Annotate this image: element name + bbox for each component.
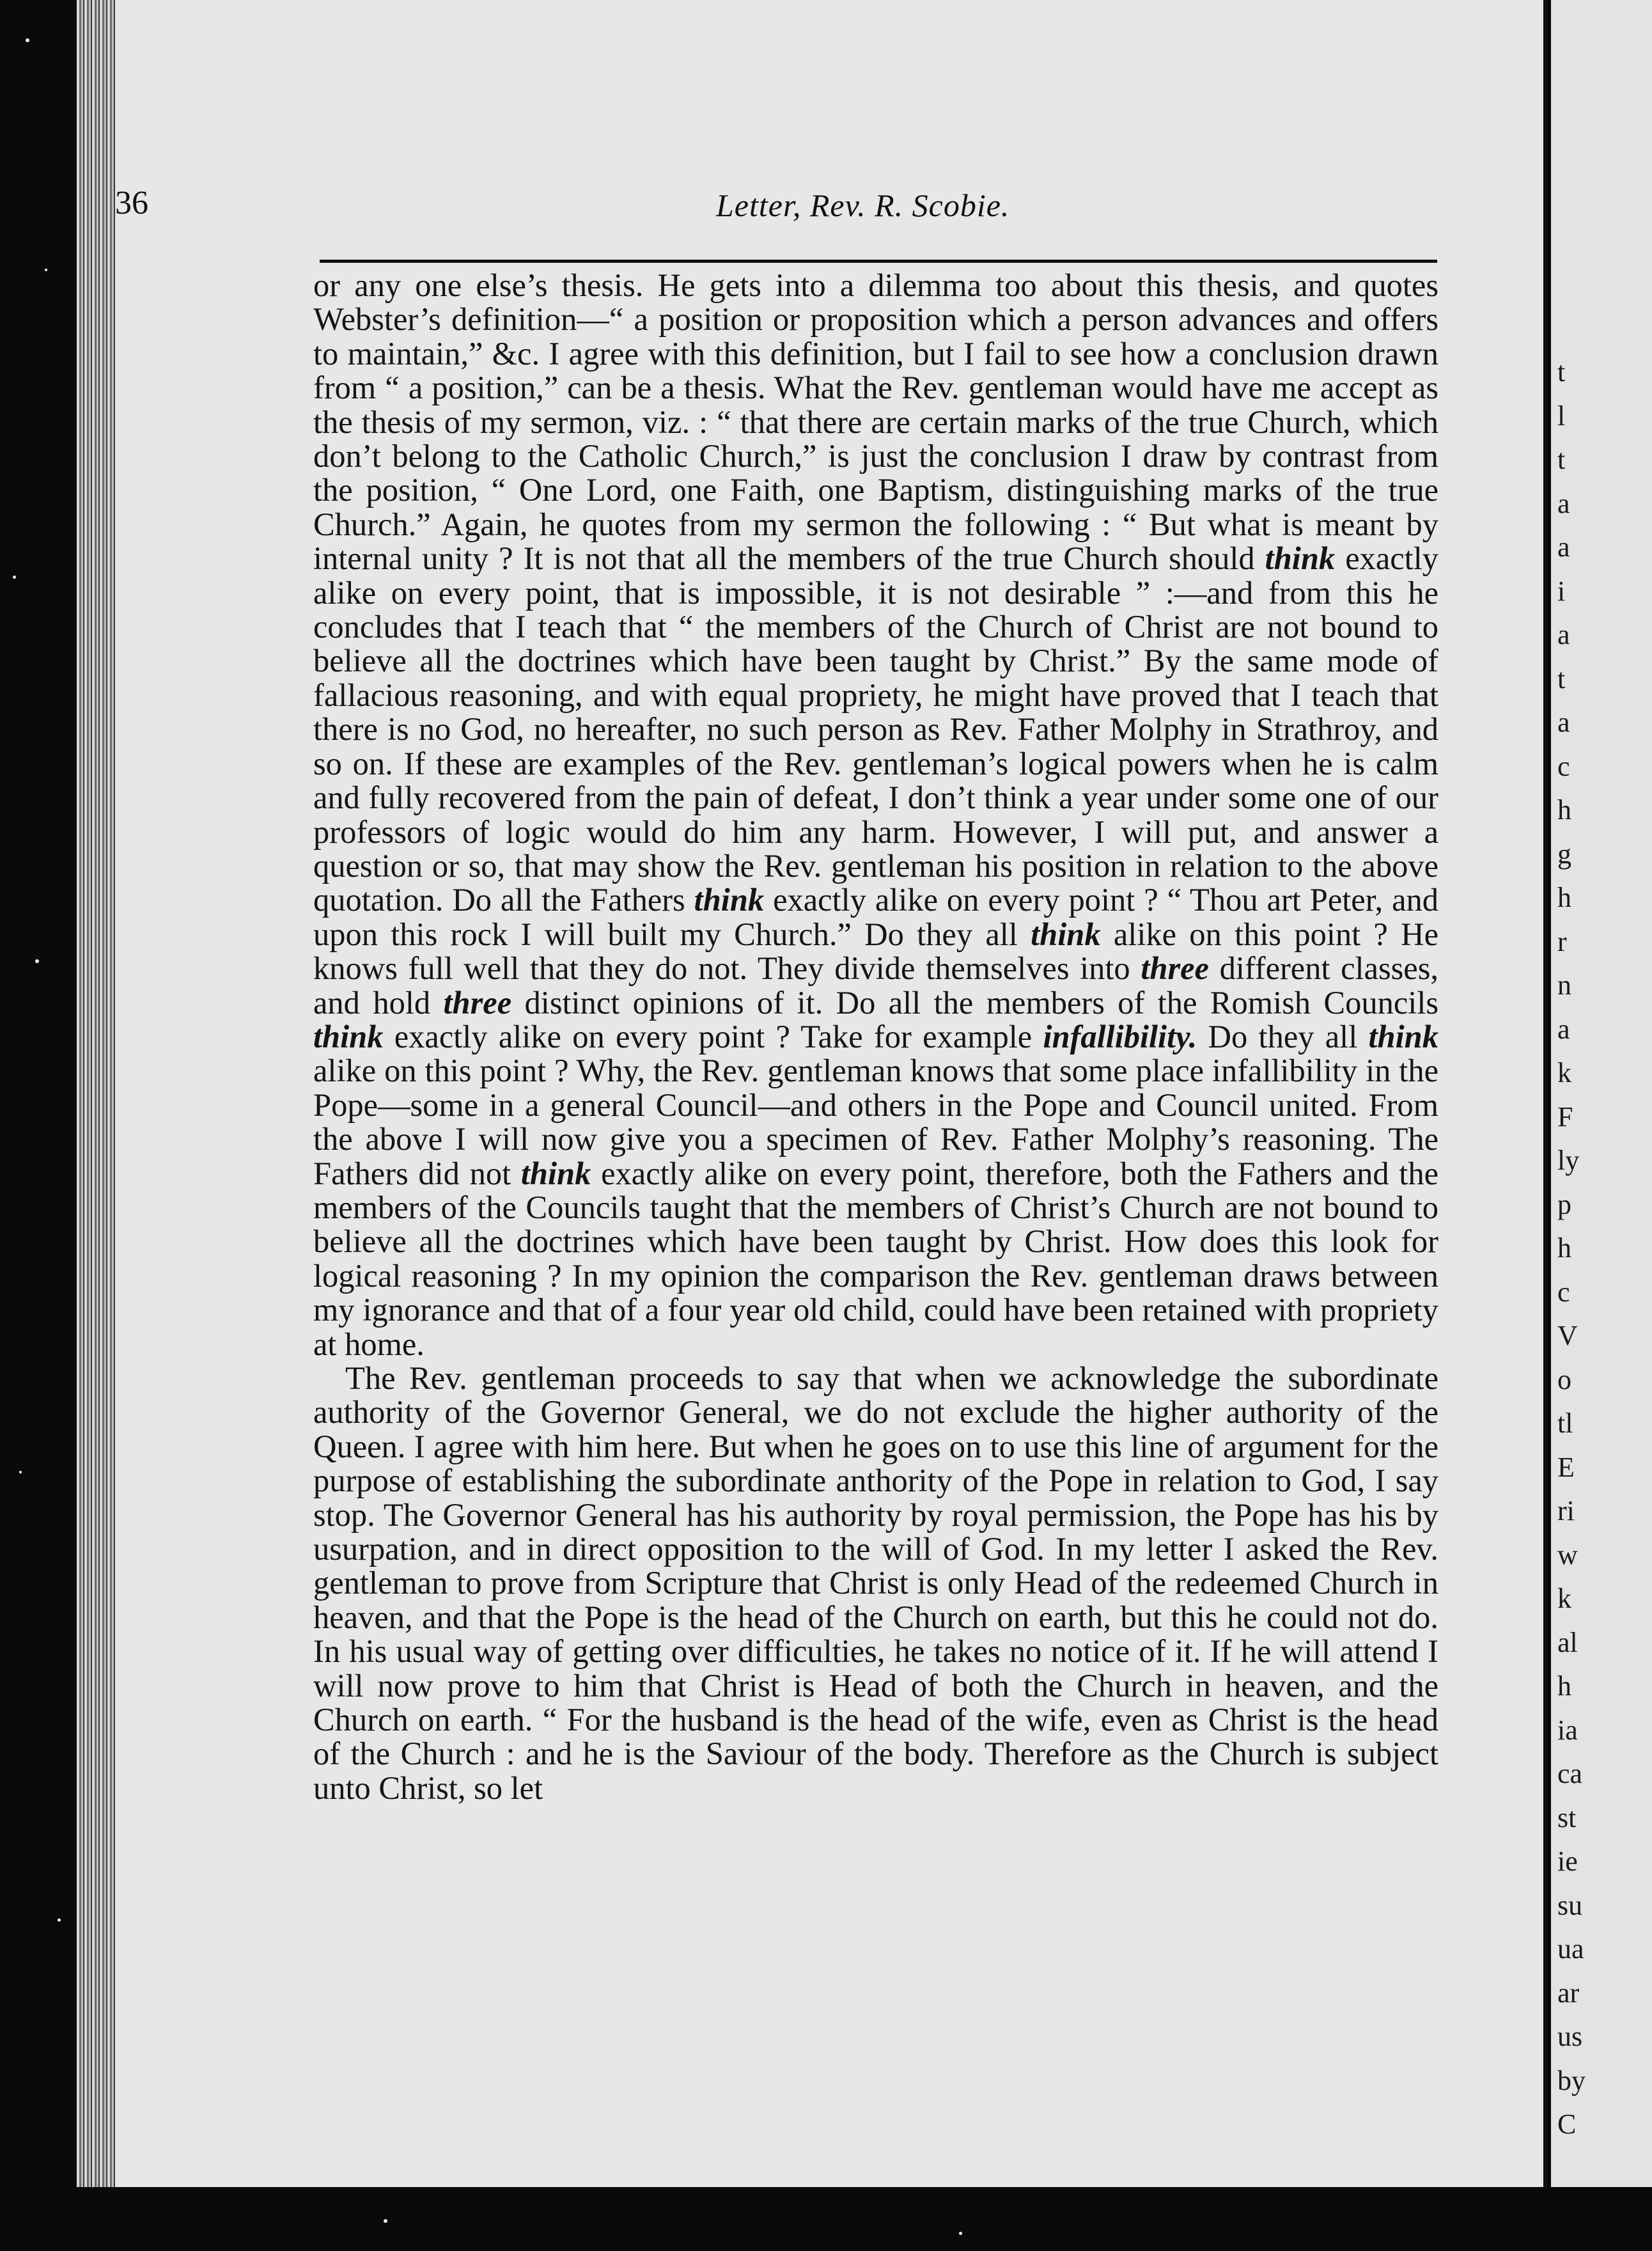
adjacent-page-fragment: h: [1557, 882, 1571, 913]
adjacent-page-fragment: E: [1557, 1451, 1575, 1483]
paragraph-2: The Rev. gentleman proceeds to say that when we acknowledge the subordinate authority of the Governor General, we do not exclude the higher authority of the Queen. I agree with him here. But when he goes on to use this line of argument for the purpose of establishing the subordinate anthority of the Pope in relation to God, I say stop. The Governor General has his authority by royal permission, the Pope has his by usurpation, and in direct opposition to the will of God. In my letter I asked the Rev. gentleman to prove from Scripture that Christ is only Head of the redeemed Church in heaven, and that the Pope is the head of the Church on earth, but this he could not do. In his usual way of getting over difficulties, he takes no notice of it. If he will attend I will now prove to him that Christ is Head of both the Church in heaven, and the Church on earth. “ For the husband is the head of the wife, even as Christ is the head of the Church : and he is the Saviour of the body. Therefore as the Church is subject unto Christ, so let: [313, 1360, 1438, 1806]
scan-speck: [19, 1471, 22, 1473]
italic-emphasis: think: [1368, 1018, 1438, 1055]
adjacent-page-fragment: t: [1557, 356, 1566, 388]
adjacent-page-fragment: w: [1557, 1539, 1578, 1571]
header-rule: [320, 260, 1437, 263]
adjacent-page-fragment: g: [1557, 838, 1571, 870]
text-run: alike on this point ? Why, the Rev. gentleman knows that some place infallibility in the Pope—some in a general Council—and others in the Pope and Council united. From the above I will now give you a specimen of Rev. Father Molphy’s reasoning. The Fathers did not: [313, 1053, 1438, 1191]
adjacent-page-fragment: k: [1557, 1057, 1571, 1088]
text-run: or any one else’s thesis. He gets into a dilemma too about this thesis, and quotes Webster’s definition—“ a position or proposition which a person advances and offers to maintain,” &c. I agree with this definition, but I fail to see how a conclusion drawn from “ a position,” can be a thesis. What the Rev. gentleman would have me accept as the thesis of my sermon, viz. : “ that there are certain marks of the true Church, which don’t belong to the Catholic Church,” is just the conclusion I draw by contrast from the position, “ One Lord, one Faith, one Baptism, distinguishing marks of the true Church.” Again, he quotes from my sermon the following : “ But what is meant by internal unity ? It is not that all the members of the true Church should: [313, 267, 1438, 577]
scan-speck: [45, 269, 47, 271]
adjacent-page-fragment: l: [1557, 400, 1566, 432]
adjacent-page-fragment: a: [1557, 707, 1570, 738]
adjacent-page-fragment: k: [1557, 1583, 1571, 1614]
adjacent-page-fragment: i: [1557, 575, 1566, 607]
adjacent-page-fragment: ri: [1557, 1495, 1575, 1526]
adjacent-page-fragment: p: [1557, 1188, 1571, 1220]
adjacent-page-fragment: c: [1557, 750, 1570, 782]
adjacent-page-fragment: h: [1557, 1670, 1571, 1702]
adjacent-page-fragment: o: [1557, 1363, 1571, 1395]
scan-speck: [959, 2232, 962, 2235]
adjacent-page-fragment: ie: [1557, 1846, 1578, 1877]
adjacent-page-fragment: n: [1557, 969, 1571, 1001]
adjacent-page-fragment: by: [1557, 2064, 1586, 2096]
scan-speck: [384, 2219, 387, 2223]
adjacent-page-fragment: ua: [1557, 1933, 1584, 1965]
adjacent-page-fragment: al: [1557, 1626, 1578, 1658]
scan-speck: [13, 576, 16, 579]
page-number: 36: [115, 185, 148, 221]
adjacent-page-fragment: st: [1557, 1801, 1577, 1833]
paragraph-1: [313, 269, 1438, 1361]
text-run: Do they all: [1197, 1018, 1369, 1055]
text-run: exactly alike on every point ? Take for example: [383, 1018, 1043, 1055]
adjacent-page-fragment: ar: [1557, 1977, 1580, 2009]
scan-speck: [26, 38, 29, 42]
adjacent-page-fragment: a: [1557, 619, 1570, 650]
adjacent-page-fragment: r: [1557, 925, 1567, 957]
adjacent-page-edge: [1551, 0, 1652, 2187]
scan-speck: [58, 1918, 61, 1922]
adjacent-page-fragment: us: [1557, 2021, 1583, 2052]
adjacent-page-fragment: t: [1557, 663, 1566, 694]
adjacent-page-fragment: a: [1557, 1013, 1570, 1045]
adjacent-page-fragment: ia: [1557, 1714, 1578, 1746]
adjacent-page-fragment: su: [1557, 1889, 1583, 1921]
adjacent-page-fragment: tl: [1557, 1408, 1573, 1439]
scan-speck: [35, 959, 39, 963]
italic-emphasis: three: [443, 984, 512, 1021]
adjacent-page-fragment: F: [1557, 1101, 1573, 1133]
book-spine-edge: [77, 0, 115, 2187]
text-run: exactly alike on every point, that is impossible, it is not desirable ” :—and from this he concludes that I teach that “ the members of the Church of Christ are not bound to believe all the doctrines which have been taught by Christ.” By the same mode of fallacious reasoning, and with equal propriety, he might have proved that I teach that there is no God, no hereafter, no such person as Rev. Father Molphy in Strathroy, and so on. If these are examples of the Rev. gentleman’s logical powers when he is calm and fully recovered from the pain of defeat, I don’t think a year under some one of our professors of logic would do him any harm. However, I will put, and answer a question or so, that may show the Rev. gentleman his position in relation to the above quotation. Do all the Fathers: [313, 540, 1438, 918]
italic-emphasis: infallibility.: [1043, 1018, 1197, 1055]
adjacent-page-fragment: t: [1557, 444, 1566, 475]
adjacent-page-fragment: a: [1557, 531, 1570, 563]
body-text: [313, 269, 1438, 1805]
text-run: exactly alike on every point ? “ Thou art Peter, and upon this rock I will built my Church.” Do they all: [313, 882, 1438, 952]
text-run: different classes, and hold: [313, 950, 1438, 1021]
adjacent-page-fragment: ly: [1557, 1145, 1580, 1176]
italic-emphasis: think: [694, 882, 765, 918]
adjacent-page-fragment: V: [1557, 1320, 1578, 1351]
adjacent-page-fragment: C: [1557, 2108, 1577, 2140]
italic-emphasis: think: [1031, 916, 1101, 952]
adjacent-page-fragment: c: [1557, 1276, 1570, 1308]
text-run: alike on this point ? He knows full well that they do not. They divide themselves into: [313, 916, 1438, 987]
running-head: Letter, Rev. R. Scobie.: [716, 187, 1010, 223]
adjacent-page-fragment: h: [1557, 1232, 1571, 1264]
italic-emphasis: think: [313, 1018, 384, 1055]
italic-emphasis: think: [520, 1155, 591, 1191]
adjacent-page-fragment: h: [1557, 794, 1571, 826]
text-run: exactly alike on every point, therefore, both the Fathers and the members of the Councils taught that the members of Christ’s Church are not bound to believe all the doctrines which have been taught by Christ. How does this look for logical reasoning ? In my opinion the comparison the Rev. gentleman draws between my ignorance and that of a four year old child, could have been retained with propriety at home.: [313, 1155, 1438, 1362]
text-run: distinct opinions of it. Do all the members of the Romish Councils: [511, 984, 1438, 1021]
adjacent-page-fragment: ca: [1557, 1758, 1583, 1789]
adjacent-page-fragment: a: [1557, 487, 1570, 519]
italic-emphasis: think: [1265, 540, 1336, 577]
italic-emphasis: three: [1141, 950, 1209, 987]
